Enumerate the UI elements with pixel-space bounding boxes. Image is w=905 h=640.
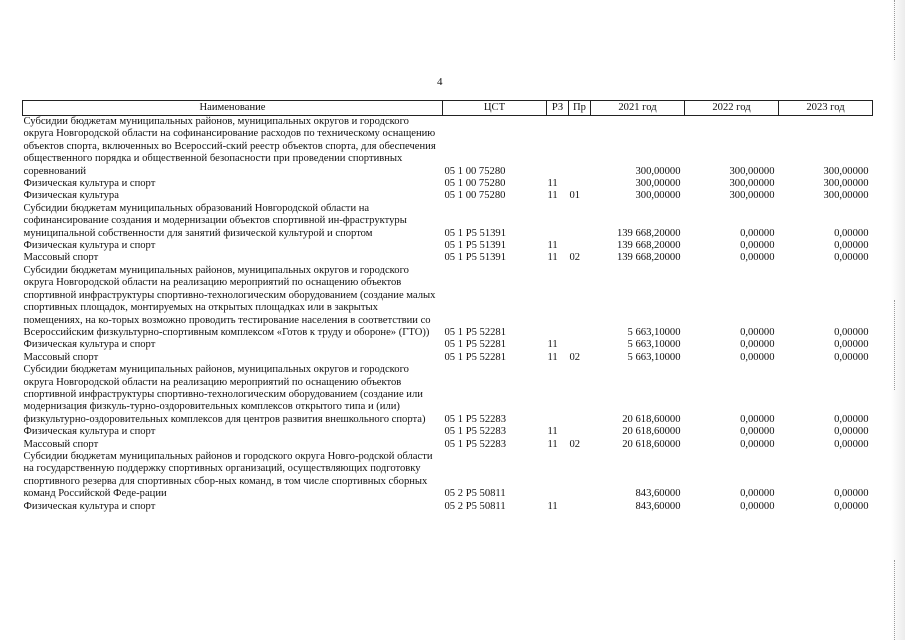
- row-cst: 05 1 00 75280: [444, 165, 506, 177]
- table-row: [23, 240, 873, 252]
- row-pr: [569, 501, 591, 513]
- row-pr: 02: [569, 351, 581, 363]
- row-name: Физическая культура: [23, 190, 119, 202]
- table-body: [23, 116, 873, 514]
- row-pr: 02: [569, 252, 581, 264]
- row-2021: 20 618,60000: [622, 426, 681, 438]
- row-name: Физическая культура и спорт: [23, 339, 156, 351]
- row-rz: 11: [547, 252, 558, 264]
- row-name: Субсидии бюджетам муниципальных образований Новгородской области на софинансирование создания и модернизации объектов спортивной ин-фраструктуры муниципальной собственности для занятий физической культурой и спортом: [23, 202, 407, 239]
- header-2022: 2022 год: [685, 101, 779, 116]
- row-2023: 300,00000: [823, 165, 869, 177]
- row-2023: 300,00000: [823, 190, 869, 202]
- row-2022: 0,00000: [740, 438, 775, 450]
- row-2021: 20 618,60000: [622, 438, 681, 450]
- row-2023: 0,00000: [834, 227, 869, 239]
- row-name: Физическая культура и спорт: [23, 426, 156, 438]
- row-2023: 0,00000: [834, 339, 869, 351]
- row-rz: 11: [547, 426, 558, 438]
- row-2022: 300,00000: [729, 165, 775, 177]
- row-rz: [547, 116, 569, 179]
- row-2021: 139 668,20000: [616, 240, 681, 252]
- row-name: Массовый спорт: [23, 351, 99, 363]
- row-2023: 0,00000: [834, 240, 869, 252]
- row-2022: 0,00000: [740, 488, 775, 500]
- table-row: [23, 178, 873, 190]
- row-2023: 0,00000: [834, 488, 869, 500]
- row-name: Субсидии бюджетам муниципальных районов, муниципальных округов и городского округа Новгородской области на реализацию мероприятий по оснащению объектов спортивной инфраструктуры спортивно-технологическим оборудованием (создание или модернизация физкуль-турно-оздоровительных комплексов открытого типа и (или) физкультурно-оздоровительных комплексов для центров развития внешкольного спорта): [23, 364, 426, 425]
- row-rz: [547, 451, 569, 501]
- row-pr: [569, 339, 591, 351]
- row-cst: 05 1 P5 51391: [444, 252, 507, 264]
- row-name: Массовый спорт: [23, 252, 99, 264]
- table-row: [23, 116, 873, 179]
- header-rz: РЗ: [547, 101, 569, 116]
- row-pr: [569, 116, 591, 179]
- row-2021: 843,60000: [635, 500, 681, 512]
- row-name: Субсидии бюджетам муниципальных районов, муниципальных округов и городского округа Новгородской области на реализацию мероприятий по оснащению объектов спортивной инфраструктуры спортивно-технологическим оборудованием (создание малых спортивных площадок, монтируемых на открытых площадках или в закрытых помещениях, на ко-торых возможно проводить тестирование населения в соответствии со Всероссийским физкультурно-спортивным комплексом «Готов к труду и обороне» (ГТО)): [23, 264, 436, 338]
- row-2023: 0,00000: [834, 351, 869, 363]
- row-cst: 05 1 P5 52281: [444, 326, 507, 338]
- row-2022: 0,00000: [740, 227, 775, 239]
- row-2022: 0,00000: [740, 426, 775, 438]
- row-2022: 0,00000: [740, 326, 775, 338]
- row-2021: 300,00000: [635, 178, 681, 190]
- row-2022: 300,00000: [729, 190, 775, 202]
- table-row: [23, 203, 873, 240]
- row-cst: 05 2 P5 50811: [444, 488, 506, 500]
- table-row: [23, 451, 873, 501]
- row-cst: 05 1 00 75280: [444, 190, 506, 202]
- row-rz: 11: [547, 339, 558, 351]
- row-cst: 05 1 P5 52283: [444, 438, 507, 450]
- row-name: Физическая культура и спорт: [23, 500, 156, 512]
- table-row: [23, 190, 873, 202]
- row-2021: 139 668,20000: [616, 252, 681, 264]
- row-2022: 0,00000: [740, 240, 775, 252]
- row-cst: 05 1 00 75280: [444, 178, 506, 190]
- budget-table: [22, 100, 873, 513]
- row-rz: 11: [547, 438, 558, 450]
- scan-noise: [894, 560, 901, 640]
- row-pr: [569, 451, 591, 501]
- row-cst: 05 1 P5 51391: [444, 227, 507, 239]
- row-rz: 11: [547, 190, 558, 202]
- row-2021: 300,00000: [635, 165, 681, 177]
- row-pr: [569, 265, 591, 339]
- row-2023: 0,00000: [834, 500, 869, 512]
- table-row: [23, 426, 873, 438]
- row-pr: [569, 364, 591, 426]
- row-rz: [547, 265, 569, 339]
- row-2021: 5 663,10000: [627, 351, 681, 363]
- row-pr: [569, 178, 591, 190]
- table-row: [23, 352, 873, 364]
- row-2021: 300,00000: [635, 190, 681, 202]
- row-cst: 05 2 P5 50811: [444, 500, 506, 512]
- row-2023: 0,00000: [834, 426, 869, 438]
- row-2021: 843,60000: [635, 488, 681, 500]
- row-2022: 0,00000: [740, 500, 775, 512]
- row-2022: 300,00000: [729, 178, 775, 190]
- row-2023: 0,00000: [834, 438, 869, 450]
- row-2022: 0,00000: [740, 351, 775, 363]
- table-row: [23, 265, 873, 339]
- row-2022: 0,00000: [740, 252, 775, 264]
- table-row: [23, 364, 873, 426]
- header-2023: 2023 год: [779, 101, 873, 116]
- row-2023: 300,00000: [823, 178, 869, 190]
- row-2021: 5 663,10000: [627, 339, 681, 351]
- table-row: [23, 252, 873, 264]
- row-name: Субсидии бюджетам муниципальных районов и городского округа Новго-родской области на государственную поддержку спортивных организаций, осуществляющих подготовку спортивного резерва для спортивных сбор-ных команд, в том числе спортивных сборных команд Российской Феде-рации: [23, 450, 433, 500]
- row-rz: 11: [547, 500, 558, 512]
- row-rz: 11: [547, 240, 558, 252]
- row-2021: 20 618,60000: [622, 413, 681, 425]
- row-2021: 5 663,10000: [627, 326, 681, 338]
- row-2022: 0,00000: [740, 413, 775, 425]
- scan-noise: [894, 0, 901, 60]
- header-name: Наименование: [23, 101, 443, 116]
- row-2023: 0,00000: [834, 326, 869, 338]
- row-2022: 0,00000: [740, 339, 775, 351]
- row-cst: 05 1 P5 52281: [444, 339, 507, 351]
- row-rz: [547, 203, 569, 240]
- header-pr: Пр: [569, 101, 591, 116]
- table-header-row: [23, 101, 873, 116]
- scan-noise: [894, 300, 901, 390]
- row-cst: 05 1 P5 52281: [444, 351, 507, 363]
- row-name: Физическая культура и спорт: [23, 240, 156, 252]
- page-number: 4: [437, 76, 443, 88]
- row-cst: 05 1 P5 52283: [444, 426, 507, 438]
- row-name: Физическая культура и спорт: [23, 178, 156, 190]
- header-cst: ЦСТ: [443, 101, 547, 116]
- row-name: Субсидии бюджетам муниципальных районов, муниципальных округов и городского округа Новгородской области на софинансирование расходов по техническому оснащению объектов спорта, включенных во Всероссий-ский реестр объектов спорта, для обеспечения общественного порядка и общественной безопасности при проведении спортивных соревнований: [23, 116, 436, 177]
- row-name: Массовый спорт: [23, 438, 99, 450]
- row-pr: [569, 240, 591, 252]
- row-pr: 02: [569, 438, 581, 450]
- row-cst: 05 1 P5 51391: [444, 240, 507, 252]
- row-2023: 0,00000: [834, 413, 869, 425]
- table-row: [23, 339, 873, 351]
- row-pr: [569, 426, 591, 438]
- header-2021: 2021 год: [591, 101, 685, 116]
- table-row: [23, 501, 873, 513]
- row-pr: [569, 203, 591, 240]
- row-pr: 01: [569, 190, 581, 202]
- table-row: [23, 439, 873, 451]
- row-rz: [547, 364, 569, 426]
- row-rz: 11: [547, 351, 558, 363]
- row-2021: 139 668,20000: [616, 227, 681, 239]
- row-2023: 0,00000: [834, 252, 869, 264]
- row-cst: 05 1 P5 52283: [444, 413, 507, 425]
- row-rz: 11: [547, 178, 558, 190]
